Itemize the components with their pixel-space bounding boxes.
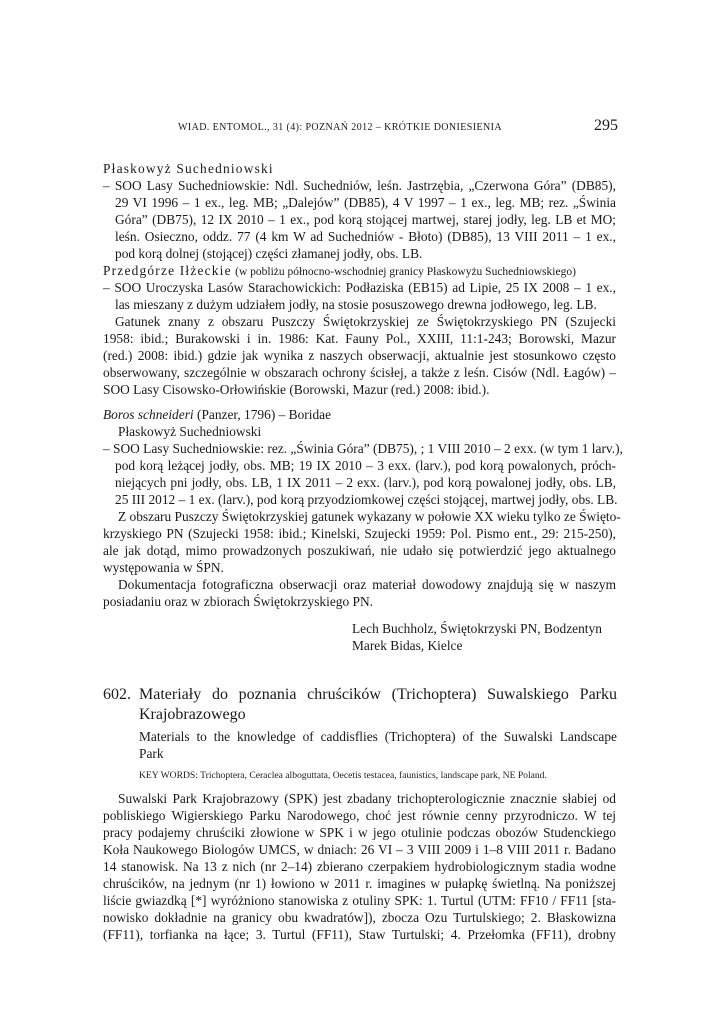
text-line: las mieszany z dużym udziałem jodły, na stosie posuszowego drewna jodłowego, leg. LB. <box>115 297 597 312</box>
species-name: Boros schneideri <box>103 407 194 422</box>
text-line: posiadaniu oraz w zbiorach Świętokrzyskiego PN. <box>103 594 373 609</box>
text-line: niejących pni jodły, obs. LB, 1 IX 2011 – 2 exx. (larv.), pod korą powalonej jodły, obs. LB, <box>115 475 616 490</box>
body-line: Suwalski Park Krajobrazowy (SPK) jest zbadany trichopterologicznie znacznie słabiej od <box>118 791 616 806</box>
text-line: 29 VI 1996 – 1 ex., leg. MB; „Dalejów” (DB85), 4 V 1997 – 1 ex., leg. MB; rez. „Świnia <box>115 195 616 210</box>
text-line: SOO Lasy Cisowsko-Orłowińskie (Borowski, Mazur (red.) 2008: ibid.). <box>103 382 490 397</box>
region-heading-text: Przedgórze Iłżeckie <box>103 263 232 278</box>
article-title-cont: Krajobrazowego <box>139 706 246 723</box>
keywords: KEY WORDS: Trichoptera, Ceraclea alboguttata, Oecetis testacea, faunistics, landscape park, NE Poland. <box>139 770 547 781</box>
page-number: 295 <box>594 117 618 134</box>
body-line: nowisko dokładnie na granicy obu kwadratów]), zbocza Ozu Turtulskiego; 2. Błaskowizna <box>103 910 616 925</box>
text-line: – SOO Uroczyska Lasów Starachowickich: Podłaziska (EB15) ad Lipie, 25 IX 2008 – 1 ex., <box>103 280 616 295</box>
body-line: pracy podajemy chruściki złowione w SPK i w jego otulinie podczas obozów Studenckiego <box>103 825 616 840</box>
text-line: ale jak dotąd, mimo prowadzonych poszukiwań, nie udało się potwierdzić jego aktualnego <box>103 543 616 558</box>
body-line: (FF11), torfianka na łące; 3. Turtul (FF11), Staw Turtulski; 4. Przełomka (FF11), drobny <box>103 927 616 942</box>
body-line: Koła Naukowego Biologów UMCS, w dniach: 26 VI – 3 VIII 2009 i 1–8 VIII 2011 r. Badano <box>103 842 616 857</box>
running-header: WIAD. ENTOMOL., 31 (4): POZNAŃ 2012 – KRÓTKIE DONIESIENIA <box>178 122 502 133</box>
text-line: Z obszaru Puszczy Świętokrzyskiej gatunek wykazany w połowie XX wieku tylko ze Święto- <box>118 509 621 524</box>
article-subtitle-cont: Park <box>139 746 164 761</box>
text-line: pod korą dolnej (stojącej) części złamanej jodły, obs. LB. <box>115 246 423 261</box>
body-line: 14 stanowisk. Na 13 z nich (nr 2–14) zbierano czerpakiem hydrobiologicznym stadia wodne <box>103 859 616 874</box>
text-line: Góra” (DB75), 12 IX 2010 – 1 ex., pod korą stojącej martwej, starej jodły, leg. LB et MO; <box>115 212 616 227</box>
text-line: krzyskiego PN (Szujecki 1958: ibid.; Kinelski, Szujecki 1959: Pol. Pismo ent., 29: 215-250), <box>103 526 616 541</box>
text-line: Dokumentacja fotograficzna obserwacji oraz materiał dowodowy znajdują się w naszym <box>118 577 616 592</box>
species-author: (Panzer, 1796) – Boridae <box>196 407 332 422</box>
text-line: 1958: ibid.; Burakowski i in. 1986: Kat. Fauny Pol., XXIII, 11:1-243; Borowski, Mazur <box>103 331 616 346</box>
author-line: Marek Bidas, Kielce <box>352 638 463 653</box>
body-line: chruścików, na jednym (nr 1) łowiono w 2011 r. imagines w pułapkę świetlną. Na poniższej <box>103 876 616 891</box>
body-line: pobliskiego Wigierskiego Parku Narodowego, choć jest równie cenny przyrodniczo. W tej <box>103 808 616 823</box>
region-heading-plaskowyz: Płaskowyż Suchedniowski <box>103 161 274 176</box>
species-heading <box>103 406 331 423</box>
article-subtitle: Materials to the knowledge of caddisflies (Trichoptera) of the Suwalski Landscape <box>139 729 617 744</box>
text-line: obserwowany, szczególnie w obszarach ochrony ścisłej, a także z leśn. Cisów (Ndl. Łagów) – <box>103 365 616 380</box>
region-heading-plaskowyz-2: Płaskowyż Suchedniowski <box>118 424 262 439</box>
author-line: Lech Buchholz, Świętokrzyski PN, Bodzentyn <box>352 621 602 636</box>
text-line: leśn. Osieczno, oddz. 77 (4 km W ad Suchedniów - Błoto) (DB85), 13 VIII 2011 – 1 ex., <box>115 229 616 244</box>
text-line: Gatunek znany z obszaru Puszczy Świętokrzyskiej ze Świętokrzyskiego PN (Szujecki <box>115 314 616 329</box>
article-title: Materiały do poznania chruścików (Trichoptera) Suwalskiego Parku <box>139 686 617 703</box>
article-number: 602. <box>103 686 131 703</box>
text-line: – SOO Lasy Suchedniowskie: Ndl. Suchedniów, leśn. Jastrzębia, „Czerwona Góra” (DB85), <box>103 178 616 193</box>
text-line: – SOO Lasy Suchedniowskie: rez. „Świnia Góra” (DB75), ; 1 VIII 2010 – 2 exx. (w tym 1 larv.), <box>103 441 623 456</box>
text-line: występowania w ŚPN. <box>103 560 224 575</box>
text-line: pod korą leżącej jodły, obs. MB; 19 IX 2010 – 3 exx. (larv.), pod korą powalonych, próch- <box>115 458 616 473</box>
text-line: 25 III 2012 – 1 ex. (larv.), pod korą przyodziomkowej części stojącej, martwej jodły, obs. LB. <box>115 492 618 507</box>
body-line: liście gwiazdką [*] wyróżniono stanowiska z otuliny SPK: 1. Turtul (UTM: FF10 / FF11 [sta- <box>103 893 616 908</box>
text-line: (red.) 2008: ibid.) gdzie jak wynika z naszych obserwacji, aktualnie jest stosunkowo często <box>103 348 616 363</box>
region-heading-note: (w pobliżu północno-wschodniej granicy Płaskowyżu Suchedniowskiego) <box>235 266 576 278</box>
